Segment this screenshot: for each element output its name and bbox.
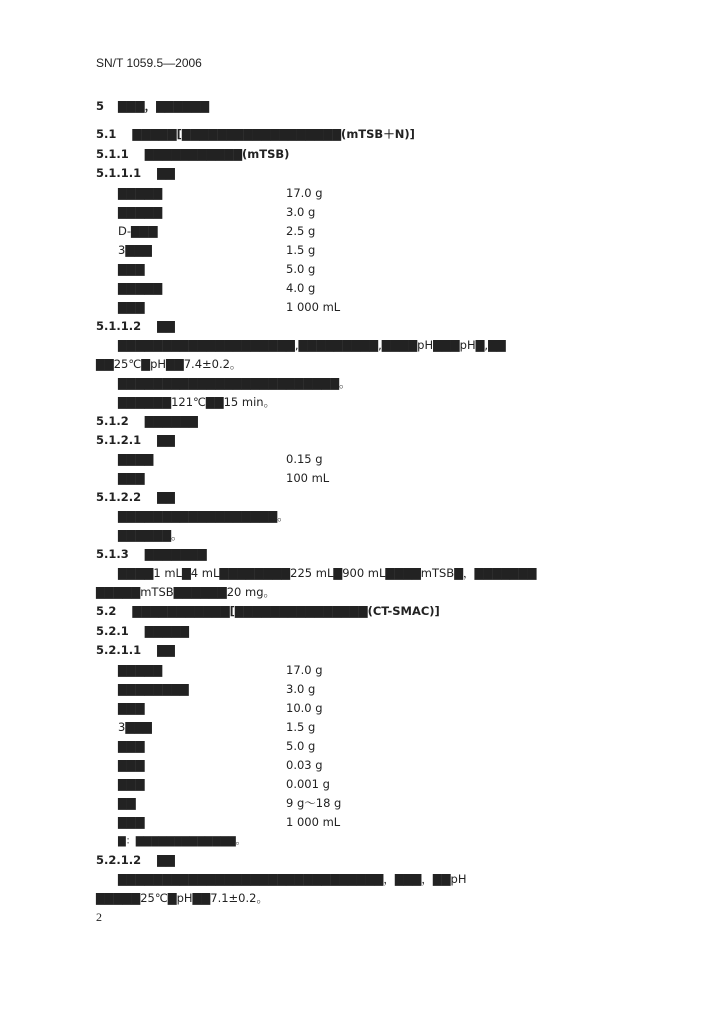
- standard-number: SN/T 1059.5—2006: [96, 56, 202, 70]
- section-5-2-1-2-heading: [96, 853, 175, 867]
- ingredient-amount: 1.5 g: [286, 720, 316, 734]
- ingredient-amount: 100 mL: [286, 471, 330, 485]
- section-number: 5.2.1: [96, 624, 129, 638]
- ingredient-name: 3▇▇▇: [118, 243, 152, 257]
- section-number: 5.1.2.2: [96, 490, 142, 504]
- section-5-1-2-2-heading: [96, 490, 175, 504]
- section-number: 5.2.1.2: [96, 853, 142, 867]
- section-5-2-1-1-heading: [96, 643, 175, 657]
- ingredient-name: ▇▇▇▇▇: [118, 186, 163, 200]
- section-title: ▇▇▇▇▇▇: [144, 414, 198, 428]
- section-5-1-1-1-heading: [96, 166, 175, 180]
- section-number: 5.2.1.1: [96, 643, 142, 657]
- ingredient-amount: 5.0 g: [286, 739, 316, 753]
- section-5-2-1-heading: [96, 624, 189, 638]
- section-5-1-heading: [96, 127, 415, 141]
- section-number: 5.1.1: [96, 147, 129, 161]
- section-number: 5.1.1.1: [96, 166, 142, 180]
- section-5-1-3-heading: [96, 547, 207, 561]
- section-number: 5: [96, 99, 105, 113]
- section-title: ▇▇▇▇▇▇▇▇▇▇▇(mTSB): [144, 147, 290, 161]
- ingredient-amount: 0.15 g: [286, 452, 323, 466]
- paragraph-line: ▇▇▇▇▇▇▇▇▇▇▇▇▇▇▇▇▇▇▇▇▇▇▇▇▇。: [118, 376, 351, 390]
- ingredient-amount: 4.0 g: [286, 281, 316, 295]
- ingredient-amount: 3.0 g: [286, 205, 316, 219]
- ingredient-amount: 0.001 g: [286, 777, 330, 791]
- section-5-1-1-2-heading: [96, 319, 175, 333]
- section-5-1-2-1-heading: [96, 433, 175, 447]
- ingredient-name: ▇▇▇: [118, 701, 145, 715]
- ingredient-amount: 10.0 g: [286, 701, 323, 715]
- section-number: 5.1.2.1: [96, 433, 142, 447]
- ingredient-amount: 1.5 g: [286, 243, 316, 257]
- section-number: 5.1.2: [96, 414, 129, 428]
- ingredient-name: ▇▇▇: [118, 262, 145, 276]
- ingredient-name: ▇▇▇▇▇: [118, 663, 163, 677]
- ingredient-name: ▇▇▇: [118, 739, 145, 753]
- section-number: 5.1.3: [96, 547, 129, 561]
- paragraph-line: ▇▇▇▇▇mTSB▇▇▇▇▇▇20 mg。: [96, 585, 275, 599]
- ingredient-amount: 5.0 g: [286, 262, 316, 276]
- paragraph-line: ▇▇▇▇1 mL▇4 mL▇▇▇▇▇▇▇▇225 mL▇900 mL▇▇▇▇mTSB▇，▇▇▇▇▇▇▇: [118, 566, 537, 580]
- paragraph-line: ▇▇▇▇▇▇▇▇▇▇▇▇▇▇▇▇▇▇▇▇,▇▇▇▇▇▇▇▇▇,▇▇▇▇pH▇▇▇pH▇,▇▇: [118, 338, 506, 352]
- ingredient-amount: 2.5 g: [286, 224, 316, 238]
- ingredient-name: ▇▇▇: [118, 300, 145, 314]
- page-number: 2: [96, 910, 102, 924]
- paragraph-line: ▇▇▇▇▇▇▇▇▇▇▇▇▇▇▇▇▇▇。: [118, 509, 289, 523]
- ingredient-amount: 9 g～18 g: [286, 796, 342, 810]
- section-number: 5.1: [96, 127, 117, 141]
- section-title: ▇▇: [157, 853, 175, 867]
- ingredient-name: ▇▇▇: [118, 777, 145, 791]
- ingredient-name: 3▇▇▇: [118, 720, 152, 734]
- section-5-heading: [96, 99, 209, 113]
- ingredient-amount: 3.0 g: [286, 682, 316, 696]
- section-title: ▇▇▇▇▇[▇▇▇▇▇▇▇▇▇▇▇▇▇▇▇▇▇▇(mTSB＋N)]: [132, 127, 415, 141]
- section-title: ▇▇▇，▇▇▇▇▇▇: [118, 99, 210, 113]
- section-title: ▇▇: [157, 166, 175, 180]
- section-title: ▇▇: [157, 490, 175, 504]
- ingredient-name: ▇▇▇▇▇: [118, 205, 163, 219]
- paragraph-line: ▇▇▇▇▇▇。: [118, 528, 183, 542]
- section-5-1-2-heading: [96, 414, 198, 428]
- ingredient-name: ▇▇: [118, 796, 136, 810]
- section-title: ▇▇▇▇▇▇▇▇▇▇▇[▇▇▇▇▇▇▇▇▇▇▇▇▇▇▇(CT-SMAC)]: [132, 604, 440, 618]
- ingredient-name: ▇▇▇▇▇▇▇▇: [118, 682, 189, 696]
- ingredient-name: ▇▇▇: [118, 815, 145, 829]
- ingredient-amount: 1 000 mL: [286, 815, 341, 829]
- ingredient-name: ▇▇▇▇: [118, 452, 154, 466]
- ingredient-amount: 17.0 g: [286, 186, 323, 200]
- section-number: 5.2: [96, 604, 117, 618]
- section-title: ▇▇: [157, 433, 175, 447]
- paragraph-line: ▇▇▇▇▇▇▇▇▇▇▇▇▇▇▇▇▇▇▇▇▇▇▇▇▇▇▇▇▇▇，▇▇▇，▇▇pH: [118, 872, 467, 886]
- ingredient-name: D-▇▇▇: [118, 224, 158, 238]
- section-title: ▇▇▇▇▇▇▇: [144, 547, 207, 561]
- section-number: 5.1.1.2: [96, 319, 142, 333]
- ingredient-name: ▇▇▇: [118, 758, 145, 772]
- section-title: ▇▇: [157, 319, 175, 333]
- ingredient-amount: 1 000 mL: [286, 300, 341, 314]
- paragraph-line: ▇▇▇▇▇25℃▇pH▇▇7.1±0.2。: [96, 891, 268, 905]
- ingredient-name: ▇▇▇: [118, 471, 145, 485]
- section-5-2-heading: [96, 604, 440, 618]
- table-note: ▇：▇▇▇▇▇▇▇▇▇▇▇▇▇。: [118, 836, 246, 847]
- paragraph-line: ▇▇25℃▇pH▇▇7.4±0.2。: [96, 357, 242, 371]
- ingredient-amount: 0.03 g: [286, 758, 323, 772]
- ingredient-amount: 17.0 g: [286, 663, 323, 677]
- paragraph-line: ▇▇▇▇▇▇121℃▇▇15 min。: [118, 395, 276, 409]
- section-title: ▇▇: [157, 643, 175, 657]
- section-title: ▇▇▇▇▇: [144, 624, 189, 638]
- ingredient-name: ▇▇▇▇▇: [118, 281, 163, 295]
- section-5-1-1-heading: [96, 147, 289, 161]
